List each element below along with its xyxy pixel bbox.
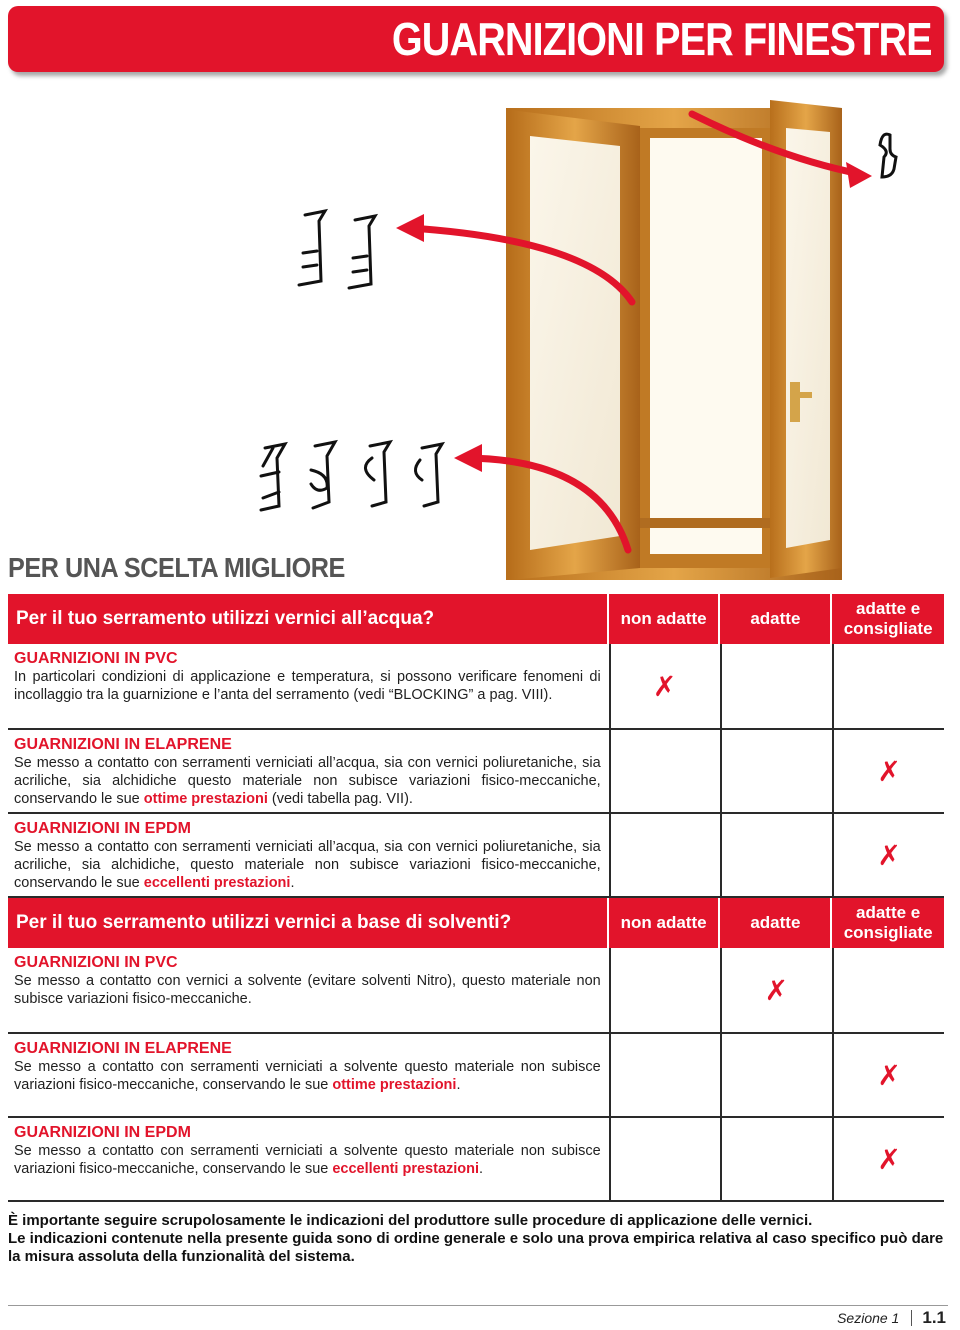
check-mark-icon: ✗ <box>877 1142 901 1176</box>
table-row <box>8 1118 944 1202</box>
rating-cell <box>609 948 719 1032</box>
gasket-description <box>14 754 601 808</box>
table-header-row <box>8 898 944 948</box>
gasket-description <box>14 668 601 704</box>
question-header: Per il tuo serramento utilizzi vernici a base di solventi? <box>8 898 607 948</box>
gasket-type-title: GUARNIZIONI IN PVC <box>14 650 178 667</box>
table-row <box>8 1034 944 1118</box>
gasket-type-title: GUARNIZIONI IN ELAPRENE <box>14 736 232 753</box>
rating-cell <box>720 1034 830 1116</box>
column-header: non adatte <box>609 898 719 948</box>
description-text: Se messo a contatto con serramenti verniciati all’acqua, sia con vernici poliuretaniche, sia acriliche, sia alchidiche, questo materiale non subisce variazioni fisico-meccaniche, conservando le sue <box>14 839 601 891</box>
footer-section: Sezione 1 <box>837 1310 912 1326</box>
check-mark-icon: ✗ <box>652 669 677 703</box>
gasket-description <box>14 838 601 892</box>
description-highlight: eccellenti prestazioni <box>143 875 291 891</box>
rating-cell <box>832 1118 944 1200</box>
page-footer <box>837 1308 946 1328</box>
rating-cell <box>609 644 719 728</box>
rating-cell <box>720 814 830 896</box>
gasket-description <box>14 1058 601 1094</box>
check-mark-icon: ✗ <box>877 754 901 788</box>
row-description <box>8 814 607 896</box>
rating-cell <box>720 1118 830 1200</box>
description-text: Se messo a contatto con serramenti verniciati a solvente questo materiale non subisce variazioni fisico-meccaniche, conservando le sue <box>14 1143 601 1177</box>
gasket-description <box>14 972 601 1008</box>
question-header: Per il tuo serramento utilizzi vernici all’acqua? <box>8 594 607 644</box>
check-mark-icon: ✗ <box>764 973 789 1007</box>
description-text-end: . <box>456 1077 461 1093</box>
description-text: In particolari condizioni di applicazione e temperatura, si possono verificare fenomeni di incollaggio tra la guarnizione e l’anta del serramento (vedi “BLOCKING” a pag. VIII). <box>14 669 601 703</box>
column-header: adatte e consigliate <box>832 594 944 644</box>
footer-divider <box>8 1305 948 1306</box>
description-text: Se messo a contatto con serramenti verniciati all’acqua, sia con vernici poliuretaniche, sia acriliche, sia alchidiche questo materiale non subisce variazioni fisico-meccaniche, conservando le sue <box>14 755 601 807</box>
section-title: PER UNA SCELTA MIGLIORE <box>8 552 345 583</box>
table-row <box>8 730 944 814</box>
column-header: adatte <box>720 898 830 948</box>
table-row <box>8 814 944 898</box>
row-description <box>8 730 607 812</box>
rating-cell <box>832 730 944 812</box>
gasket-type-title: GUARNIZIONI IN EPDM <box>14 1124 191 1141</box>
rating-cell <box>609 730 719 812</box>
rating-cell <box>832 948 944 1032</box>
footnote-line-2: Le indicazioni contenute nella presente guida sono di ordine generale e solo una prova empirica relativa al caso specifico può dare la misura assoluta della funzionalità del sistema. <box>8 1230 944 1265</box>
footnote <box>8 1212 948 1266</box>
description-highlight: ottime prestazioni <box>143 791 268 807</box>
gasket-description <box>14 1142 601 1178</box>
rating-cell <box>609 1034 719 1116</box>
row-description <box>8 1034 607 1116</box>
description-text-end: . <box>290 875 295 891</box>
window-illustration <box>0 80 960 580</box>
rating-cell <box>832 814 944 896</box>
check-mark-icon: ✗ <box>877 1058 901 1092</box>
table-header-row <box>8 594 944 644</box>
row-description <box>8 644 607 728</box>
window-frame <box>506 100 842 580</box>
rating-cell <box>832 1034 944 1116</box>
rating-cell <box>720 948 830 1032</box>
column-header: adatte e consigliate <box>832 898 944 948</box>
row-description <box>8 948 607 1032</box>
rating-cell <box>609 1118 719 1200</box>
description-text-end: . <box>479 1161 484 1177</box>
gasket-type-title: GUARNIZIONI IN EPDM <box>14 820 191 837</box>
footnote-line-1: È importante seguire scrupolosamente le indicazioni del produttore sulle procedure di applicazione delle vernici. <box>8 1212 813 1229</box>
table-row <box>8 644 944 730</box>
column-header: adatte <box>720 594 830 644</box>
table-row <box>8 948 944 1034</box>
rating-cell <box>609 814 719 896</box>
description-text: Se messo a contatto con vernici a solvente (evitare solventi Nitro), questo materiale non subisce variazioni fisico-meccaniche. <box>14 973 601 1007</box>
gasket-type-title: GUARNIZIONI IN PVC <box>14 954 178 971</box>
header-banner <box>8 6 944 72</box>
gasket-type-title: GUARNIZIONI IN ELAPRENE <box>14 1040 232 1057</box>
rating-cell <box>832 644 944 728</box>
rating-cell <box>720 644 830 728</box>
page-title: GUARNIZIONI PER FINESTRE <box>392 13 932 65</box>
rating-cell <box>720 730 830 812</box>
description-highlight: eccellenti prestazioni <box>332 1161 480 1177</box>
description-highlight: ottime prestazioni <box>332 1077 457 1093</box>
check-mark-icon: ✗ <box>877 838 901 872</box>
row-description <box>8 1118 607 1200</box>
description-text: Se messo a contatto con serramenti verniciati a solvente questo materiale non subisce variazioni fisico-meccaniche, conservando le sue <box>14 1059 601 1093</box>
page-number: 1.1 <box>922 1308 946 1327</box>
description-text-end: (vedi tabella pag. VII). <box>267 791 413 807</box>
compatibility-table <box>8 594 944 1202</box>
column-header: non adatte <box>609 594 719 644</box>
